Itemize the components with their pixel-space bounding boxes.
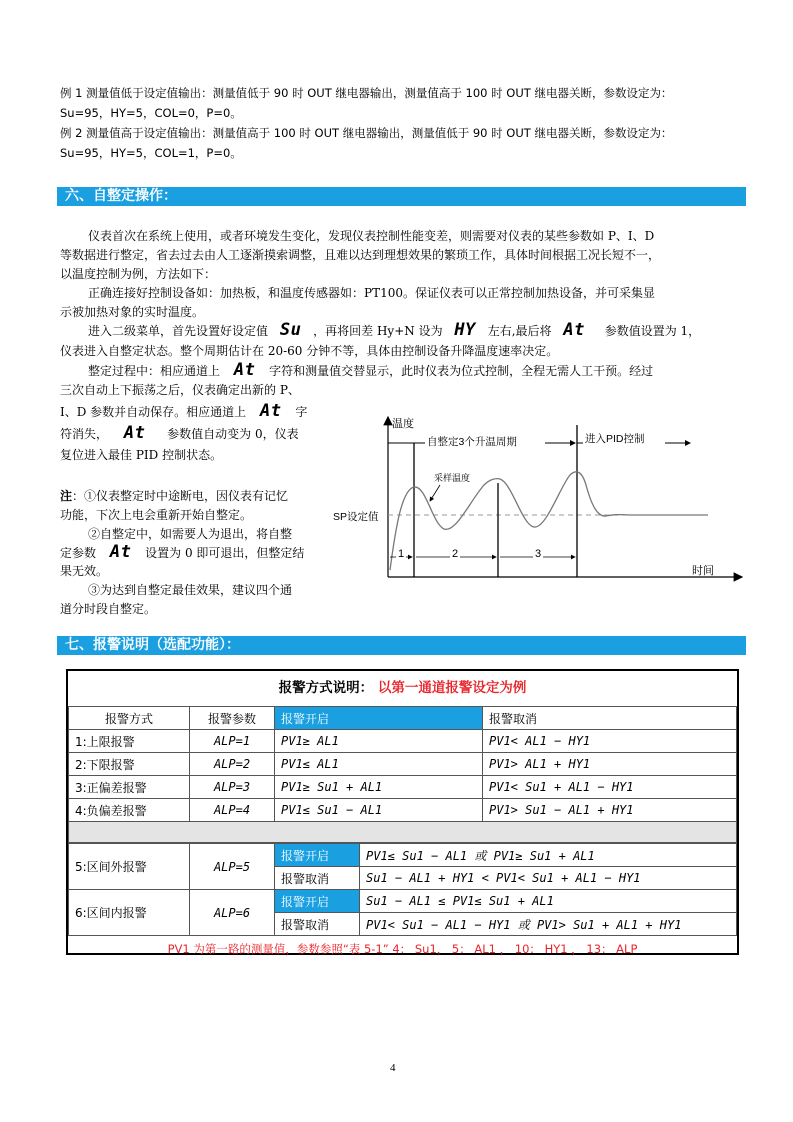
y-axis-label: 温度 [392,418,414,430]
seg-at-display: At [233,360,256,380]
note-label: 注 [60,489,73,503]
autotune-graph [330,405,750,585]
seg-at-display: At [260,401,282,421]
alarm-table [68,706,737,843]
cycle-1-label: 1 [398,548,405,560]
note-3-line1: ③为达到自整定最佳效果，建议四个通 [88,583,293,597]
seg-at-display: At [563,320,585,340]
table-row: 2:下限报警 ALP=2 PV1≤ AL1 PV1> AL1 + HY1 [69,753,737,776]
cycle-2-label: 2 [452,548,459,560]
note-1-line2: 功能，下次上电会重新开始自整定。 [60,508,253,522]
section-7-title: 七、报警说明（选配功能）： [57,636,746,655]
s6-p1-line2: 等数据进行整定，省去过去由人工逐渐摸索调整，且难以达到理想效果的繁琐工作，具体时间根据工况长短不一， [60,248,661,262]
header-param: 报警参数 [190,707,275,730]
sample-pointer [430,485,440,501]
table-row: 报警取消 PV1< Su1 − AL1 − HY1 或 PV1> Su1 + AL1 + HY1 [69,913,737,936]
x-axis-label: 时间 [692,565,714,577]
page-number: 4 [390,1062,396,1074]
table-row: 报警取消 Su1 − AL1 + HY1 < PV1< Su1 + AL1 − HY1 [69,867,737,890]
section-6-title: 六、自整定操作： [57,187,746,206]
table-row: 5:区间外报警 ALP=5 报警开启 PV1≤ Su1 − AL1 或 PV1≥ Su1 + AL1 [69,844,737,867]
s6-p2-line1: 正确连接好控制设备如：加热板，和温度传感器如：PT100。保证仪表可以正常控制加热设备，并可采集显 [88,286,655,300]
sample-label: 采样温度 [434,473,471,483]
example-1-line-1: 例 1 测量值低于设定值输出：测量值低于 90 时 OUT 继电器输出，测量值高于 100 时 OUT 继电器关断，参数设定为： [60,86,673,100]
table-row: 4:负偏差报警 ALP=4 PV1≤ Su1 − AL1 PV1> Su1 − AL1 + HY1 [69,799,737,822]
note-2-line1: ②自整定中，如需要人为退出，将自整 [88,527,293,541]
alarm-table-title: 报警方式说明： 以第一通道报警设定为例 [278,680,527,696]
s6-p1-line1: 仪表首次在系统上使用，或者环境发生变化，发现仪表控制性能变差，则需要对仪表的某些参数如 P、I、D [88,229,655,243]
example-2-line-2: Su=95，HY=5，COL=1，P=0。 [60,146,242,160]
note-1-line1: 注：①仪表整定时中途断电，因仪表有记忆 [60,489,289,503]
table-row: 3:正偏差报警 ALP=3 PV1≥ Su1 + AL1 PV1< Su1 + AL1 − HY1 [69,776,737,799]
seg-hy-display: HY [454,320,476,340]
alarm-table-footer: PV1 为第一路的测量值，参数参照“表 5-1” 4： Su1， 5： AL1 ， 10： HY1 ， 13： ALP [167,942,638,956]
temperature-curve [390,472,708,570]
period-label: 自整定3个升温周期 [427,436,517,448]
s6-p4-line5: 复位进入最佳 PID 控制状态。 [60,448,223,462]
s6-p3-line2: 仪表进入自整定状态。整个周期估计在 20-60 分钟不等，具体由控制设备升降温度速率决定。 [60,344,559,358]
s6-p1-line3: 以温度控制为例，方法如下： [60,267,217,281]
s6-p4-line3: I、D 参数并自动保存。相应通道上 At 字 [60,401,308,421]
s6-p4-line1: 整定过程中：相应通道上 At 字符和测量值交替显示，此时仪表为位式控制，全程无需人工干预。经过 [88,360,654,380]
header-on: 报警开启 [275,707,483,730]
s6-p2-line2: 示被加热对象的实时温度。 [60,305,205,319]
header-mode: 报警方式 [69,707,190,730]
note-3-line2: 道分时段自整定。 [60,602,157,616]
alarm-table-range [68,843,737,936]
cycle-3-label: 3 [535,548,542,560]
table-spacer-row [69,822,737,843]
s6-p4-line4: 符消失， At 参数值自动变为 0，仪表 [60,423,299,443]
note-2-line2: 定参数 At 设置为 0 即可退出，但整定结 [60,542,305,562]
sp-label: SP设定值 [333,511,379,523]
pid-label: 进入PID控制 [585,433,645,445]
alarm-table-header [69,707,737,730]
seg-at-display: At [109,542,132,562]
example-1-line-2: Su=95，HY=5，COL=0，P=0。 [60,106,242,120]
table-row: 6:区间内报警 ALP=6 报警开启 Su1 − AL1 ≤ PV1≤ Su1 + AL1 [69,890,737,913]
example-2-line-1: 例 2 测量值高于设定值输出：测量值高于 100 时 OUT 继电器输出，测量值低于 90 时 OUT 继电器关断，参数设定为： [60,126,673,140]
s6-p3-line1: 进入二级菜单，首先设置好设定值 Su ，再将回差 Hy+N 设为 HY 左右,最后将 At 参数值设置为 1， [88,320,701,340]
s6-p4-line2: 三次自动上下振荡之后，仪表确定出新的 P、 [60,383,300,397]
seg-su-display: Su [279,320,302,340]
alarm-table-frame [66,669,739,955]
seg-at-display: At [123,423,146,443]
table-row: 1:上限报警 ALP=1 PV1≥ AL1 PV1< AL1 − HY1 [69,730,737,753]
header-off: 报警取消 [483,707,737,730]
note-2-line3: 果无效。 [60,564,109,578]
